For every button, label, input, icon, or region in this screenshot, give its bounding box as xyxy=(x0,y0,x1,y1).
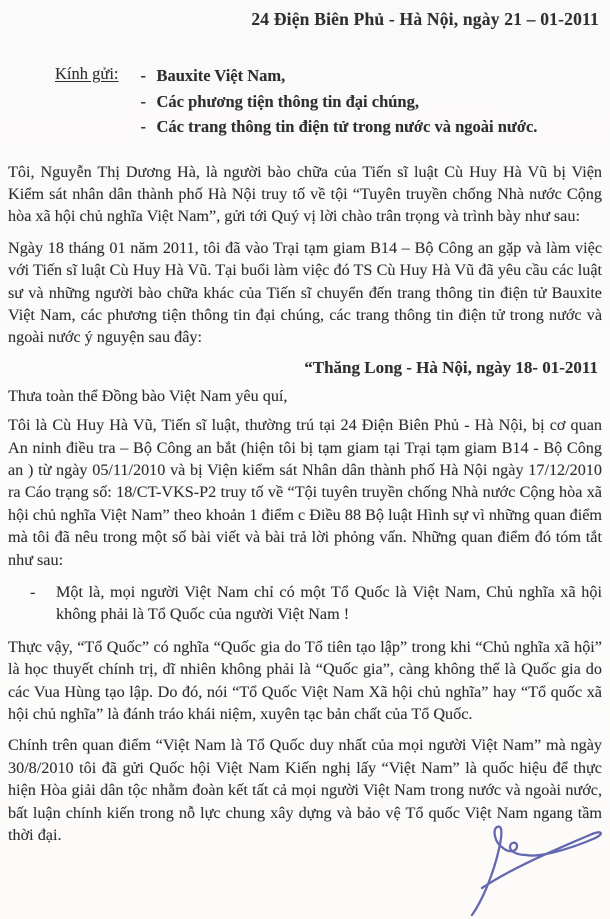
quoted-letter-bullet-item xyxy=(30,581,602,626)
signature-ink-icon xyxy=(460,801,610,919)
recipient-name: Các trang thông tin điện tử trong nước và ngoài nước. xyxy=(156,117,538,136)
bullet-dash-marker: - xyxy=(30,583,36,601)
recipient-item xyxy=(141,63,538,89)
bullet-text: Một là, mọi người Việt Nam chỉ có một Tổ Quốc là Việt Nam, Chủ nghĩa xã hội không phải là Tổ Quốc của người Việt Nam ! xyxy=(56,583,602,624)
recipient-list xyxy=(141,63,538,140)
intro-paragraph-1: Tôi, Nguyễn Thị Dương Hà, là người bào chữa của Tiến sĩ luật Cù Huy Hà Vũ bị Viện Kiểm sát nhân dân thành phố Hà Nội truy tố về tội “Tuyên truyền chống Nhà nước Cộng hòa xã hội chủ nghĩa Việt Nam”, gửi tới Quý vị lời chào trân trọng và trình bày như sau: xyxy=(8,162,602,226)
list-dash-marker: - xyxy=(140,66,146,85)
list-dash-marker: - xyxy=(140,117,146,136)
quoted-letter-salutation: Thưa toàn thể Đồng bào Việt Nam yêu quí, xyxy=(8,386,288,405)
header-date-line: 24 Điện Biên Phủ - Hà Nội, ngày 21 – 01-2011 xyxy=(251,9,599,29)
recipient-name: Các phương tiện thông tin đại chúng, xyxy=(156,91,419,111)
addressee-label: Kính gửi: xyxy=(55,64,119,83)
quoted-letter-paragraph-3: Chính trên quan điểm “Việt Nam là Tổ Quốc duy nhất của mọi người Việt Nam” mà ngày 30/8/2010 tôi đã gửi Quốc hội Việt Nam Kiến nghị lấy “Việt Nam” là quốc hiệu để thực hiện Hòa giải dân tộc nhằm đoàn kết tất cả mọi người Việt Nam trong nước và ngoài nước, bất luận chính kiến trong nỗ lực chung xây dựng và bảo vệ Tổ quốc Việt Nam ngang tầm thời đại. xyxy=(8,736,602,845)
recipient-name: Bauxite Việt Nam, xyxy=(156,66,286,85)
intro-paragraph-2: Ngày 18 tháng 01 năm 2011, tôi đã vào Trại tạm giam B14 – Bộ Công an gặp và làm việc với Tiến sĩ luật Cù Huy Hà Vũ. Tại buổi làm việc đó TS Cù Huy Hà Vũ đã yêu cầu các luật sư và những người bào chữa khác của Tiến sĩ chuyển đến trang thông tin điện tử Bauxite Việt Nam, các phương tiện thông tin đại chúng, các trang thông tin điện tử trong nước và ngoài nước ý nguyện sau đây: xyxy=(8,238,602,347)
quoted-letter-date-line: “Thăng Long - Hà Nội, ngày 18- 01-2011 xyxy=(304,357,598,377)
addressee-block xyxy=(55,63,610,140)
list-dash-marker: - xyxy=(140,91,146,111)
quoted-letter-paragraph-2: Thực vậy, “Tổ Quốc” có nghĩa “Quốc gia do Tổ tiên tạo lập” trong khi “Chủ nghĩa xã hội” là học thuyết chính trị, dĩ nhiên không phải là “Quốc gia”, càng không thể là Quốc gia do các Vua Hùng tạo lập. Do đó, nói “Tổ Quốc Việt Nam Xã hội chủ nghĩa” hay “Tổ quốc xã hội chủ nghĩa” là đánh tráo khái niệm, xuyên tạc bản chất của Tổ Quốc. xyxy=(8,637,602,724)
signature xyxy=(460,801,610,919)
recipient-item xyxy=(141,89,538,115)
recipient-item xyxy=(141,114,538,140)
letter-body xyxy=(8,161,602,847)
quoted-letter-paragraph-1: Tôi là Cù Huy Hà Vũ, Tiến sĩ luật, thường trú tại 24 Điện Biên Phủ - Hà Nội, bị cơ quan An ninh điều tra – Bộ Công an bắt (hiện tôi bị tạm giam tại Trại tạm giam B14 - Bộ Công an ) từ ngày 05/11/2010 và bị Viện kiểm sát Nhân dân thành phố Hà Nội ngày 17/12/2010 ra Cáo trạng số: 18/CT-VKS-P2 truy tố về “Tội tuyên truyền chống Nhà nước Cộng hòa xã hội chủ nghĩa Việt Nam” theo khoản 1 điểm c Điều 88 Bộ luật Hình sự vì những quan điểm mà tôi đã nêu trong một số bài viết và bài trả lời phỏng vấn. Những quan điểm đó tóm tắt như sau: xyxy=(8,416,602,569)
